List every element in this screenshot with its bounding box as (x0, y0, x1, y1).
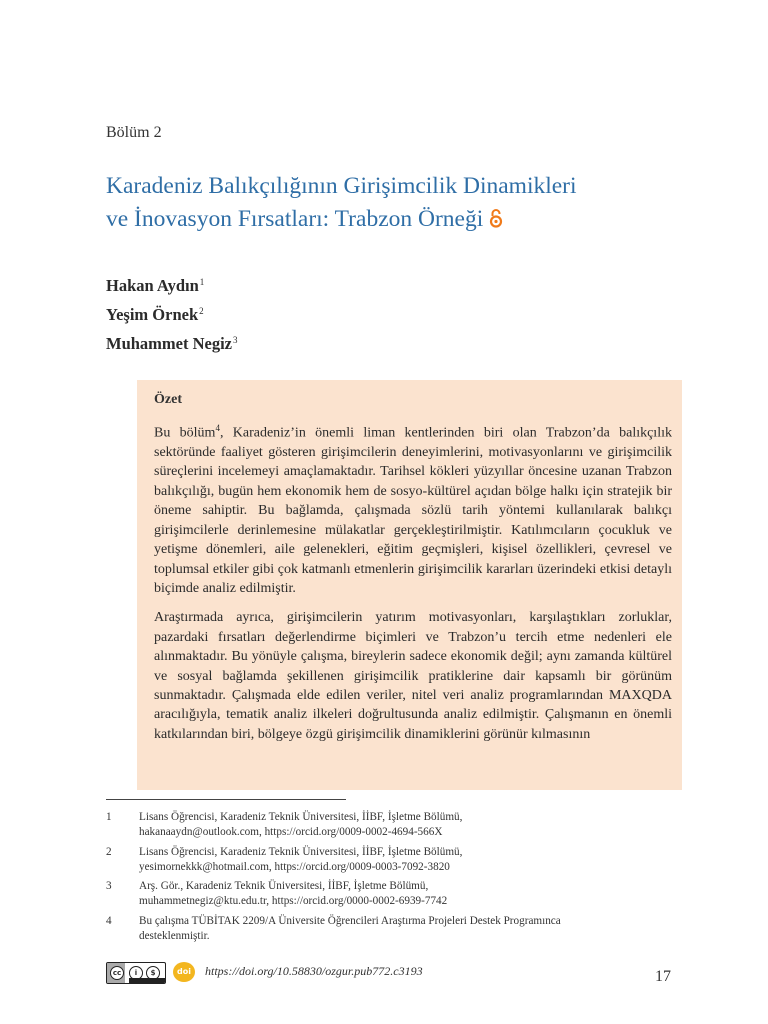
doi-icon: doi (173, 962, 195, 982)
title-line-1: Karadeniz Balıkçılığının Girişimcilik Dinamikleri (106, 173, 577, 199)
chapter-label: Bölüm 2 (106, 124, 162, 141)
abstract-heading: Özet (154, 392, 182, 407)
author-1: Hakan Aydın$^1$ (106, 276, 205, 295)
footnote-1: 1 Lisans Öğrencisi, Karadeniz Teknik Üniversitesi, İİBF, İşletme Bölümü, hakanaaydn@outlook.com, https://orcid.org/0009-0002-4694-566X (106, 811, 463, 838)
footnote-ref-4: 4 (215, 423, 220, 433)
title-line-2: ve İnovasyon Fırsatları: Trabzon Örneği (106, 206, 484, 232)
footnote-2: 2 Lisans Öğrencisi, Karadeniz Teknik Üniversitesi, İİBF, İşletme Bölümü, yesimornekkk@hotmail.com, https://orcid.org/0009-0003-7092-3820 (106, 846, 463, 873)
page-number: 17 (655, 968, 671, 985)
abstract-paragraph-1: Bu bölüm$^4$, Karadeniz’in önemli liman kentlerinden biri olan Trabzon’da balıkçılık sektöründe faaliyet gösteren girişimcilerin deneyimlerini, motivasyonlarını ve girişimcilik süreçlerini incelemeyi amaçlamaktadır. Tarihsel kökleri yüzyıllar öncesine uzanan Trabzon balıkçılığı, bugün hem ekonomik hem de sosyo-kültürel açıdan bölge halkı için stratejik bir öneme sahiptir. Bu bağlamda, çalışmada sözlü tarih yöntemi kullanılarak balıkçı girişimcilerle derinlemesine mülakatlar gerçekleştirilmiştir. Katılımcıların çocukluk ve yetişme dönemleri, aile gelenekleri, eğitim geçmişleri, kişisel özellikleri, çevresel ve toplumsal etkiler gibi çok katmanlı etmenlerin girişimcilik kararları üzerindeki etkisi detaylı biçimde analiz edilmiştir. (154, 423, 672, 596)
author-2: Yeşim Örnek$^2$ (106, 305, 204, 324)
open-access-lock-icon (489, 208, 503, 228)
footnote-divider (106, 799, 346, 800)
chapter-title (106, 170, 726, 236)
author-3: Muhammet Negiz$^3$ (106, 334, 238, 353)
footnote-3: 3 Arş. Gör., Karadeniz Teknik Üniversitesi, İİBF, İşletme Bölümü, muhammetnegiz@ktu.edu.tr, https://orcid.org/0000-0002-6939-7742 (106, 880, 448, 907)
footnote-4: 4 Bu çalışma TÜBİTAK 2209/A Üniversite Öğrencileri Araştırma Projeleri Destek Programınca desteklenmiştir. (106, 915, 561, 942)
cc-by-nc-license-icon[interactable]: cc i $ (106, 962, 166, 984)
doi-link[interactable]: https://doi.org/10.58830/ozgur.pub772.c3193 (205, 964, 423, 978)
abstract-box (137, 380, 682, 790)
abstract-paragraph-2: Araştırmada ayrıca, girişimcilerin yatırım motivasyonları, karşılaştıkları zorluklar, pazardaki fırsatları değerlendirme biçimleri ve Trabzon’u tercih etme nedenleri ele alınmaktadır. Bu yönüyle çalışma, bireylerin sadece ekonomik değil; aynı zamanda kültürel ve sosyal bağlamda şekillenen girişimcilik pratiklerine dair kapsamlı bir görünüm sunmaktadır. Çalışmada elde edilen veriler, nitel veri analiz programlarından MAXQDA aracılığıyla, tematik analiz ilkeleri doğrultusunda analiz edilmiştir. Çalışmanın en önemli katkılarından biri, bölgeye özgü girişimcilik dinamiklerini görünür kılmasının (154, 610, 672, 742)
